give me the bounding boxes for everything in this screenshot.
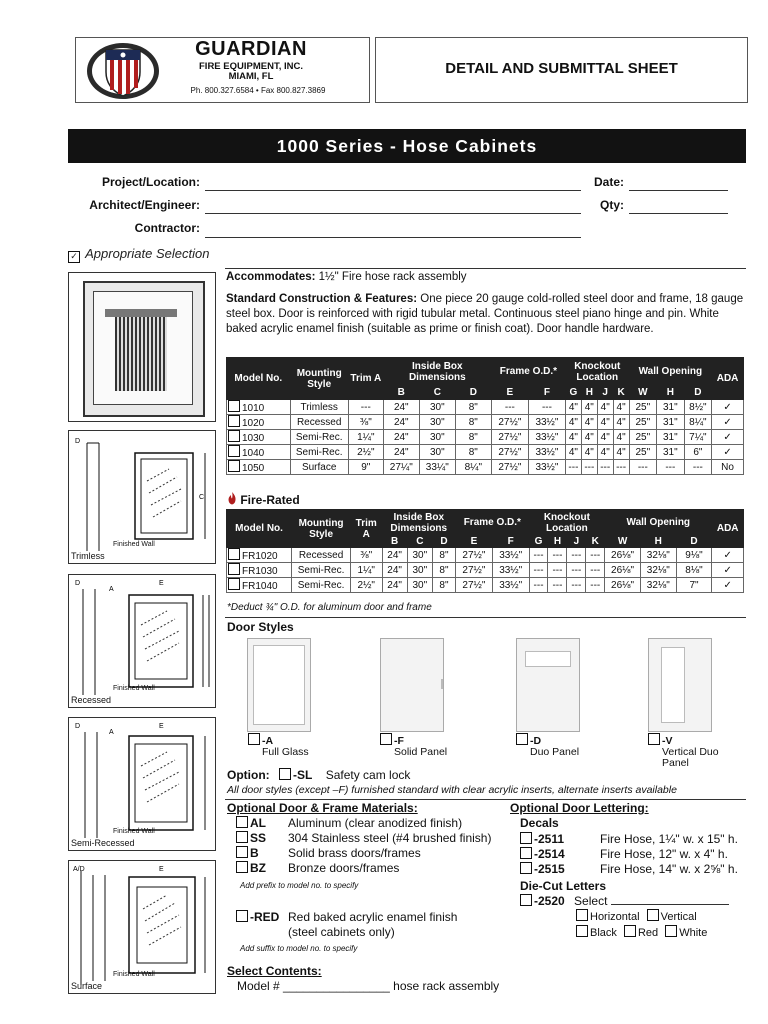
- th2-trim: Trim A: [350, 510, 382, 548]
- svg-text:D: D: [75, 580, 81, 587]
- table-cell: 4": [613, 415, 629, 430]
- table-cell: 6": [684, 445, 712, 460]
- lettering-title: Optional Door Lettering:: [510, 801, 649, 815]
- company-sub1: FIRE EQUIPMENT, INC.: [199, 61, 303, 72]
- table-cell: ---: [581, 460, 597, 475]
- checkbox[interactable]: [648, 733, 660, 745]
- th2-frame: Frame O.D.*: [456, 510, 530, 536]
- th-sub: W: [629, 386, 657, 400]
- model-select-cell[interactable]: [227, 415, 291, 430]
- contents-text: Model # ________________ hose rack assembly: [237, 979, 500, 993]
- material-option[interactable]: B Solid brass doors/frames: [236, 846, 259, 861]
- table-cell: 4": [613, 430, 629, 445]
- table-cell: 31": [657, 445, 685, 460]
- checkbox[interactable]: [228, 430, 240, 442]
- table-row: [227, 548, 744, 563]
- model-select-cell[interactable]: [227, 445, 291, 460]
- table-cell: 27½": [456, 578, 493, 593]
- spec-table: [226, 357, 744, 475]
- table-cell: 33¼": [419, 460, 455, 475]
- door-duo-panel-image: [516, 638, 580, 732]
- th-sub: G: [529, 536, 548, 548]
- th-sub: G: [565, 386, 581, 400]
- table-cell: 24": [383, 430, 419, 445]
- table-cell: 27½": [456, 548, 493, 563]
- table-cell: 33½": [492, 563, 529, 578]
- decal-option[interactable]: -2514 Fire Hose, 12" w. x 4" h.: [520, 847, 565, 862]
- table-cell: ---: [529, 563, 548, 578]
- thumb-caption-4: Surface: [71, 981, 103, 991]
- diecut-colors: Black Red White: [576, 925, 707, 941]
- table-cell: ---: [348, 400, 383, 415]
- table-cell: 24": [383, 415, 419, 430]
- th-sub: D: [432, 536, 455, 548]
- table-cell: ---: [597, 460, 613, 475]
- svg-text:A: A: [109, 729, 114, 736]
- table-row: [227, 563, 744, 578]
- checkbox[interactable]: [236, 831, 248, 843]
- finished-wall-1: Finished Wall: [113, 541, 155, 548]
- th-model: Model No.: [227, 358, 291, 400]
- table-cell: ✓: [712, 400, 744, 415]
- table-cell: 9": [348, 460, 383, 475]
- door-option-d[interactable]: -D Duo Panel: [516, 733, 579, 758]
- table-cell: 24": [383, 400, 419, 415]
- table-cell: 4": [581, 430, 597, 445]
- appropriate-label: Appropriate Selection: [85, 246, 210, 261]
- th-sub: J: [567, 536, 586, 548]
- table-cell: 8": [432, 563, 455, 578]
- logo-box: [75, 37, 370, 103]
- th-inside: Inside Box Dimensions: [383, 358, 491, 386]
- model-number: FR1020: [242, 551, 278, 562]
- semi-recessed-diagram: [68, 717, 216, 851]
- table-cell: 4": [565, 445, 581, 460]
- th2-ada: ADA: [712, 510, 744, 548]
- table-cell: 24": [382, 548, 407, 563]
- th-sub: C: [407, 536, 432, 548]
- model-select-cell[interactable]: [227, 430, 291, 445]
- prefix-note: Add prefix to model no. to specify: [240, 881, 359, 890]
- th-frame: Frame O.D.*: [491, 358, 565, 386]
- table-cell: 33½": [528, 445, 565, 460]
- th2-inside: Inside Box Dimensions: [382, 510, 456, 536]
- table-cell: 33½": [528, 415, 565, 430]
- checkbox[interactable]: [236, 910, 248, 922]
- checked-box-icon: ✓: [68, 251, 80, 263]
- finished-wall-3: Finished Wall: [113, 828, 155, 835]
- model-number: 1020: [242, 418, 265, 429]
- table-cell: 32⅛": [640, 578, 676, 593]
- qty-field[interactable]: [629, 213, 728, 214]
- table-cell: 4": [597, 400, 613, 415]
- material-option[interactable]: SS 304 Stainless steel (#4 brushed finish): [236, 831, 266, 846]
- table-cell: ---: [565, 460, 581, 475]
- diecut-orient: Horizontal Vertical: [576, 909, 697, 925]
- flame-icon: [227, 492, 237, 505]
- door-option-v[interactable]: -V Vertical Duo Panel: [648, 733, 738, 769]
- checkbox[interactable]: [516, 733, 528, 745]
- table-cell: 7¼": [684, 430, 712, 445]
- table-cell: 4": [581, 400, 597, 415]
- table-cell: 30": [407, 548, 432, 563]
- thumb-caption-1: Trimless: [71, 551, 105, 561]
- table-cell: ✓: [712, 430, 744, 445]
- model-select-cell[interactable]: [227, 460, 291, 475]
- table-cell: 27½": [491, 430, 528, 445]
- construction: Standard Construction & Features: One piece 20 gauge cold-rolled steel door and frame, 18 gauge steel box. Door is reinforced with rigid tubular metal. Continuous steel piano hinge and pin. White baked acrylic enamel finish (suitable as prime or finish coat). Door handle hardware.: [226, 293, 744, 335]
- th2-knock: Knockout Location: [529, 510, 605, 536]
- checkbox[interactable]: [520, 894, 532, 906]
- door-solid-panel-image: [380, 638, 444, 732]
- table-cell: ✓: [712, 548, 744, 563]
- th-sub: H: [581, 386, 597, 400]
- table-cell: ✓: [712, 578, 744, 593]
- table-cell: Recessed: [290, 415, 348, 430]
- checkbox[interactable]: [228, 563, 240, 575]
- table-cell: 30": [419, 445, 455, 460]
- table-cell: 27½": [456, 563, 493, 578]
- table-cell: 32⅛": [640, 563, 676, 578]
- svg-text:A/D: A/D: [73, 866, 85, 873]
- table-cell: ⅜": [350, 548, 382, 563]
- company-phone: Ph. 800.327.6584 • Fax 800.827.3869: [190, 86, 326, 95]
- table-cell: 4": [581, 415, 597, 430]
- table-cell: 27½": [491, 415, 528, 430]
- th-wall: Wall Opening: [629, 358, 712, 386]
- table-cell: ---: [657, 460, 685, 475]
- th-sub: H: [640, 536, 676, 548]
- table-cell: 9⅛": [676, 548, 712, 563]
- th-sub: K: [613, 386, 629, 400]
- table-cell: ---: [548, 578, 567, 593]
- checkbox[interactable]: [236, 846, 248, 858]
- door-styles-title: Door Styles: [227, 620, 294, 634]
- table-cell: 8⅛": [676, 563, 712, 578]
- model-number: FR1030: [242, 566, 278, 577]
- table-cell: 8": [455, 430, 491, 445]
- checkbox[interactable]: [380, 733, 392, 745]
- diecut-title: Die-Cut Letters: [520, 879, 607, 893]
- th-sub: H: [548, 536, 567, 548]
- table-cell: 33½": [492, 548, 529, 563]
- decals-title: Decals: [520, 816, 559, 830]
- checkbox[interactable]: [248, 733, 260, 745]
- table-cell: 27½": [491, 445, 528, 460]
- table-cell: Semi-Rec.: [292, 578, 351, 593]
- table-cell: 8": [455, 400, 491, 415]
- table-cell: ---: [586, 563, 605, 578]
- contents-title: Select Contents:: [227, 964, 322, 978]
- table-row: [227, 415, 744, 430]
- table-cell: 25": [629, 430, 657, 445]
- model-select-cell[interactable]: [227, 563, 292, 578]
- th-ada: ADA: [712, 358, 744, 400]
- checkbox[interactable]: [228, 578, 240, 590]
- table-cell: 26⅛": [605, 548, 641, 563]
- trimless-diagram: [68, 430, 216, 564]
- table-cell: 26⅛": [605, 563, 641, 578]
- table-cell: Surface: [290, 460, 348, 475]
- qty-label: Qty:: [600, 198, 624, 212]
- checkbox[interactable]: [520, 862, 532, 874]
- svg-text:D: D: [75, 438, 81, 445]
- thumb-caption-2: Recessed: [71, 695, 112, 705]
- diecut-row[interactable]: -2520 Select: [520, 894, 729, 909]
- th-sub: E: [456, 536, 493, 548]
- model-number: 1010: [242, 403, 265, 414]
- th-sub: D: [676, 536, 712, 548]
- checkbox[interactable]: [236, 861, 248, 873]
- table-cell: ---: [491, 400, 528, 415]
- table-cell: ---: [629, 460, 657, 475]
- architect-label: Architect/Engineer:: [89, 198, 200, 212]
- fire-rated-table: [226, 509, 744, 593]
- checkbox[interactable]: [520, 832, 532, 844]
- th-sub: K: [586, 536, 605, 548]
- model-number: 1030: [242, 433, 265, 444]
- table-cell: 2½": [348, 445, 383, 460]
- th-sub: D: [684, 386, 712, 400]
- finished-wall-4: Finished Wall: [113, 971, 155, 978]
- shield-logo-icon: [84, 42, 162, 100]
- table-cell: ---: [684, 460, 712, 475]
- th-knock: Knockout Location: [565, 358, 629, 386]
- checkbox[interactable]: [665, 925, 677, 937]
- table-cell: ---: [548, 548, 567, 563]
- red-text2: (steel cabinets only): [288, 925, 395, 939]
- table-cell: 8¼": [684, 415, 712, 430]
- sheet-title: DETAIL AND SUBMITTAL SHEET: [445, 60, 678, 77]
- th-sub: W: [605, 536, 641, 548]
- th-sub: D: [455, 386, 491, 400]
- thumb-caption-3: Semi-Recessed: [71, 838, 135, 848]
- table-cell: 33½": [528, 430, 565, 445]
- select-field[interactable]: [611, 894, 729, 905]
- table-cell: ---: [567, 563, 586, 578]
- table-cell: 1¼": [348, 430, 383, 445]
- table-cell: ---: [529, 548, 548, 563]
- project-field[interactable]: [205, 190, 581, 191]
- date-label: Date:: [593, 175, 624, 189]
- table-cell: 24": [382, 563, 407, 578]
- table-cell: ✓: [712, 415, 744, 430]
- table-cell: 24": [382, 578, 407, 593]
- table-cell: 4": [613, 445, 629, 460]
- th-sub: C: [419, 386, 455, 400]
- table-row: [227, 445, 744, 460]
- table-cell: 8½": [684, 400, 712, 415]
- table-cell: 25": [629, 445, 657, 460]
- th-sub: B: [382, 536, 407, 548]
- th-sub: F: [528, 386, 565, 400]
- architect-field[interactable]: [205, 213, 581, 214]
- table-row: [227, 578, 744, 593]
- table-row: [227, 400, 744, 415]
- divider: [225, 268, 746, 269]
- table-cell: 4": [597, 415, 613, 430]
- table-cell: 27½": [491, 460, 528, 475]
- table-cell: 4": [597, 445, 613, 460]
- table-cell: 4": [581, 445, 597, 460]
- decal-option[interactable]: -2511 Fire Hose, 1¼" w. x 15" h.: [520, 832, 564, 847]
- surface-diagram: [68, 860, 216, 994]
- svg-text:E: E: [159, 580, 164, 587]
- divider: [225, 617, 746, 618]
- table-cell: 24": [383, 445, 419, 460]
- model-select-cell[interactable]: [227, 548, 292, 563]
- table-cell: ---: [586, 548, 605, 563]
- model-number: FR1040: [242, 581, 278, 592]
- contractor-label: Contractor:: [134, 221, 200, 235]
- table-cell: 25": [629, 415, 657, 430]
- door-full-glass-image: [247, 638, 311, 732]
- table-cell: Recessed: [292, 548, 351, 563]
- checkbox[interactable]: [228, 445, 240, 457]
- model-number: 1040: [242, 448, 265, 459]
- checkbox[interactable]: [228, 415, 240, 427]
- svg-text:E: E: [159, 866, 164, 873]
- table-cell: 33½": [528, 460, 565, 475]
- table-cell: ---: [586, 578, 605, 593]
- table-cell: 7": [676, 578, 712, 593]
- svg-text:D: D: [75, 723, 81, 730]
- table-cell: 4": [565, 400, 581, 415]
- red-option[interactable]: -RED Red baked acrylic enamel finish: [236, 910, 279, 925]
- table-cell: 31": [657, 430, 685, 445]
- table-cell: 33½": [492, 578, 529, 593]
- table-cell: 8": [455, 415, 491, 430]
- decal-option[interactable]: -2515 Fire Hose, 14" w. x 2⅝" h.: [520, 862, 565, 877]
- fire-rated-title: Fire-Rated: [227, 492, 300, 507]
- cabinet-photo: [68, 272, 216, 422]
- divider: [225, 799, 746, 800]
- table-cell: 25": [629, 400, 657, 415]
- checkbox[interactable]: [647, 909, 659, 921]
- material-option[interactable]: BZ Bronze doors/frames: [236, 861, 266, 876]
- table-cell: ---: [548, 563, 567, 578]
- model-number: 1050: [242, 463, 265, 474]
- table-cell: ---: [529, 578, 548, 593]
- door-vertical-duo-image: [648, 638, 712, 732]
- table-cell: 27¼": [383, 460, 419, 475]
- suffix-note: Add suffix to model no. to specify: [240, 944, 358, 953]
- table-cell: 30": [419, 430, 455, 445]
- table-cell: 32⅛": [640, 548, 676, 563]
- checkbox[interactable]: [228, 548, 240, 560]
- finished-wall-2: Finished Wall: [113, 685, 155, 692]
- table-row: [227, 460, 744, 475]
- th-sub: E: [491, 386, 528, 400]
- table-cell: 1¼": [350, 563, 382, 578]
- option-note: All door styles (except –F) furnished standard with clear acrylic inserts, alternate inserts available: [227, 784, 677, 796]
- company-sub2: MIAMI, FL: [228, 71, 274, 82]
- table-cell: 4": [565, 415, 581, 430]
- model-select-cell[interactable]: [227, 578, 292, 593]
- checkbox[interactable]: [236, 816, 248, 828]
- materials-title: Optional Door & Frame Materials:: [227, 801, 418, 815]
- project-label: Project/Location:: [101, 175, 200, 189]
- table-cell: 30": [419, 415, 455, 430]
- checkbox[interactable]: [228, 460, 240, 472]
- th-sub: J: [597, 386, 613, 400]
- contractor-field[interactable]: [205, 237, 581, 238]
- th2-model: Model No.: [227, 510, 292, 548]
- option-sl-checkbox[interactable]: [279, 768, 291, 780]
- table-row: [227, 430, 744, 445]
- table-cell: No: [712, 460, 744, 475]
- table-cell: 26⅛": [605, 578, 641, 593]
- th2-wall: Wall Opening: [605, 510, 712, 536]
- table-cell: 4": [597, 430, 613, 445]
- table-cell: 30": [419, 400, 455, 415]
- table-cell: 4": [565, 430, 581, 445]
- svg-text:C: C: [199, 494, 205, 501]
- th2-mount: Mounting Style: [292, 510, 351, 548]
- accommodates: Accommodates: 1½" Fire hose rack assembly: [226, 271, 467, 283]
- table-cell: 4": [613, 400, 629, 415]
- date-field[interactable]: [629, 190, 728, 191]
- th-trim: Trim A: [348, 358, 383, 400]
- checkbox[interactable]: [520, 847, 532, 859]
- table-cell: Semi-Rec.: [290, 430, 348, 445]
- table-cell: 31": [657, 415, 685, 430]
- table-cell: Semi-Rec.: [292, 563, 351, 578]
- table-cell: ✓: [712, 445, 744, 460]
- checkbox[interactable]: [624, 925, 636, 937]
- table-cell: 8": [455, 445, 491, 460]
- svg-text:E: E: [159, 723, 164, 730]
- checkbox[interactable]: [576, 909, 588, 921]
- model-select-cell[interactable]: [227, 400, 291, 415]
- table-cell: ✓: [712, 563, 744, 578]
- door-option-a[interactable]: -A Full Glass: [248, 733, 309, 758]
- table-cell: ⅜": [348, 415, 383, 430]
- table-cell: 31": [657, 400, 685, 415]
- door-option-f[interactable]: -F Solid Panel: [380, 733, 447, 758]
- th-sub: B: [383, 386, 419, 400]
- table-cell: ---: [528, 400, 565, 415]
- table-cell: ---: [567, 578, 586, 593]
- table-cell: 30": [407, 578, 432, 593]
- appropriate-selection: [68, 246, 209, 263]
- checkbox[interactable]: [576, 925, 588, 937]
- table-cell: 8": [432, 548, 455, 563]
- table-cell: ---: [567, 548, 586, 563]
- checkbox[interactable]: [228, 400, 240, 412]
- recessed-diagram: [68, 574, 216, 708]
- svg-text:A: A: [109, 586, 114, 593]
- table-cell: Semi-Rec.: [290, 445, 348, 460]
- company-name: GUARDIAN: [195, 38, 307, 60]
- sheet-title-box: [375, 37, 748, 103]
- table-cell: 30": [407, 563, 432, 578]
- th-sub: F: [492, 536, 529, 548]
- table-cell: 8¼": [455, 460, 491, 475]
- page-title: 1000 Series - Hose Cabinets: [68, 129, 746, 163]
- option-row: Option: -SL Safety cam lock: [227, 768, 411, 782]
- material-option[interactable]: AL Aluminum (clear anodized finish): [236, 816, 266, 831]
- table-cell: 8": [432, 578, 455, 593]
- table-cell: 2½": [350, 578, 382, 593]
- table-cell: Trimless: [290, 400, 348, 415]
- deduct-note: *Deduct ¾" O.D. for aluminum door and frame: [227, 602, 432, 613]
- th-sub: H: [657, 386, 685, 400]
- table-cell: ---: [613, 460, 629, 475]
- th-mount: Mounting Style: [290, 358, 348, 400]
